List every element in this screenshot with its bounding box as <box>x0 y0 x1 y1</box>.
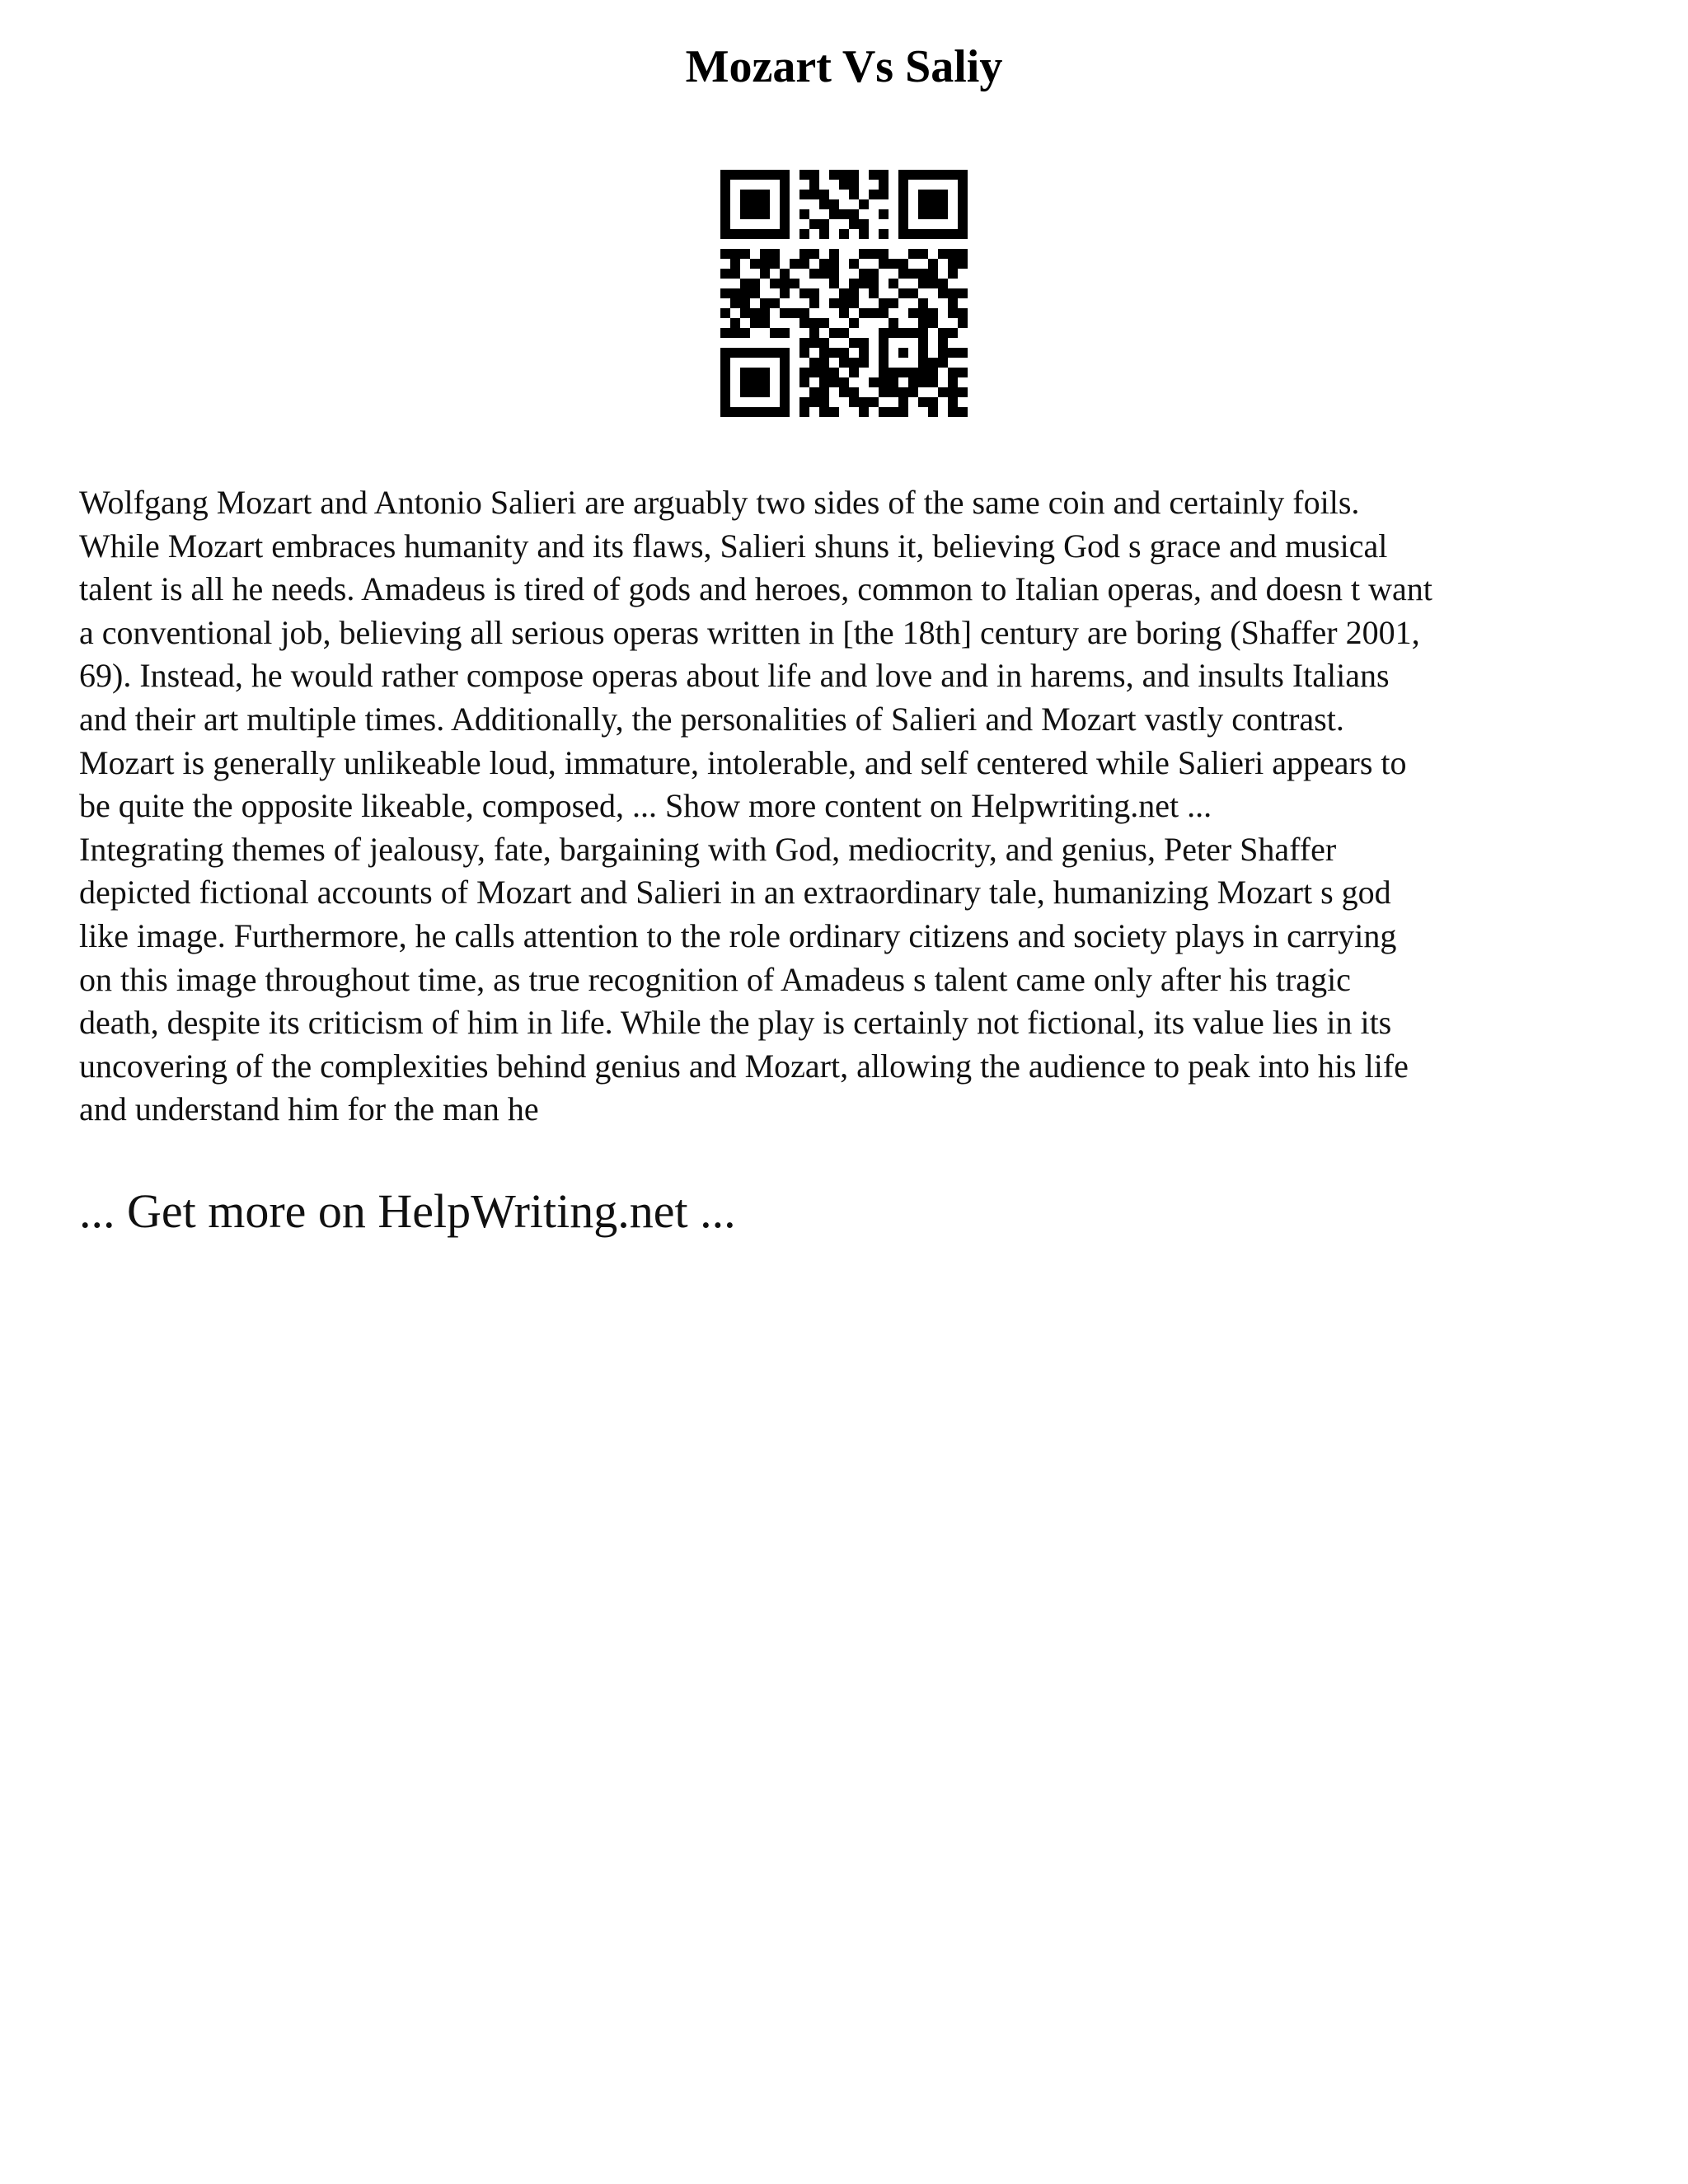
page-title: Mozart Vs Saliy <box>685 41 1003 92</box>
body-line: Mozart is generally unlikeable loud, immature, intolerable, and self centered while Salieri appears to <box>79 743 1407 781</box>
get-more-link[interactable]: ... Get more on HelpWriting.net ... <box>79 1184 736 1238</box>
body-line: Integrating themes of jealousy, fate, bargaining with God, mediocrity, and genius, Peter Shaffer <box>79 830 1337 868</box>
qr-code-icon <box>720 170 968 417</box>
body-line: talent is all he needs. Amadeus is tired of gods and heroes, common to Italian operas, and doesn t want <box>79 570 1432 608</box>
body-line: Wolfgang Mozart and Antonio Salieri are arguably two sides of the same coin and certainly foils. <box>79 484 1360 521</box>
body-line: uncovering of the complexities behind genius and Mozart, allowing the audience to peak into his life <box>79 1047 1409 1085</box>
body-line: and understand him for the man he <box>79 1090 539 1128</box>
body-line: depicted fictional accounts of Mozart and Salieri in an extraordinary tale, humanizing Mozart s god <box>79 874 1391 912</box>
body-line: While Mozart embraces humanity and its flaws, Salieri shuns it, believing God s grace and musical <box>79 527 1388 565</box>
body-line: 69). Instead, he would rather compose operas about life and love and in harems, and insults Italians <box>79 657 1390 695</box>
body-line: like image. Furthermore, he calls attention to the role ordinary citizens and society plays in carrying <box>79 916 1397 954</box>
body-line: and their art multiple times. Additionally, the personalities of Salieri and Mozart vastly contrast. <box>79 700 1344 738</box>
body-line: on this image throughout time, as true recognition of Amadeus s talent came only after his tragic <box>79 960 1351 998</box>
body-line: a conventional job, believing all serious operas written in [the 18th] century are boring (Shaffer 2001, <box>79 613 1420 651</box>
body-line: death, despite its criticism of him in life. While the play is certainly not fictional, its value lies in its <box>79 1004 1392 1042</box>
body-line: be quite the opposite likeable, composed, ... Show more content on Helpwriting.net ... <box>79 787 1212 825</box>
body-paragraph <box>79 481 1620 1132</box>
qr-code-graphic <box>720 170 968 417</box>
